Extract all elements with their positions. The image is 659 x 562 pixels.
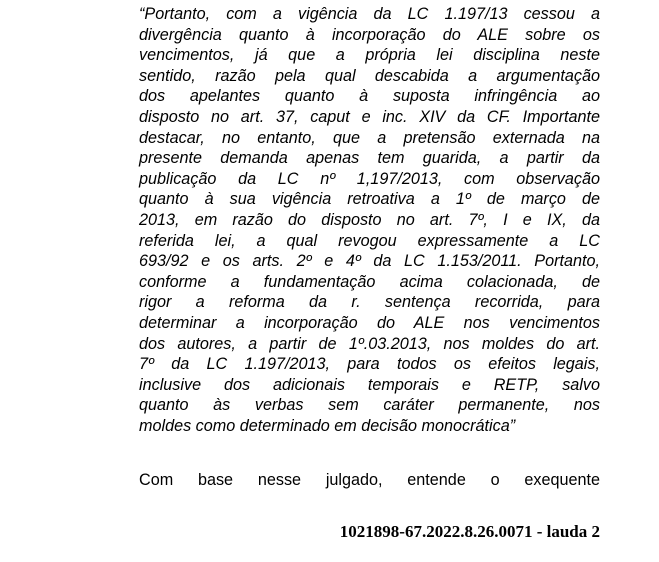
quote-line: inclusive dos adicionais temporais e RETP, salvo — [139, 375, 600, 394]
quote-line: dos apelantes quanto à suposta infringência ao — [139, 87, 600, 106]
quote-line: “Portanto, com a vigência da LC 1.197/13 cessou a — [139, 5, 600, 23]
quote-line: presente demanda apenas tem guarida, a partir da — [139, 149, 600, 168]
quote-line: referida lei, a qual revogou expressamente a LC — [139, 231, 600, 250]
body-paragraph: Com base nesse julgado, entende o exequente — [139, 471, 600, 489]
quote-line: dos autores, a partir de 1º.03.2013, nos moldes do art. — [139, 334, 600, 353]
quote-line: conforme a fundamentação acima colacionada, de — [139, 272, 600, 291]
quote-line: 2013, em razão do disposto no art. 7º, I e IX, da — [139, 210, 600, 229]
quote-line: rigor a reforma da r. sentença recorrida, para — [139, 293, 600, 312]
quote-line: publicação da LC nº 1,197/2013, com observação — [139, 169, 600, 188]
quote-line: sentido, razão pela qual descabida a argumentação — [139, 66, 600, 85]
quote-line: 7º da LC 1.197/2013, para todos os efeitos legais, — [139, 355, 600, 374]
quote-line: divergência quanto à incorporação do ALE sobre os — [139, 25, 600, 44]
page-footer-case-number: 1021898-67.2022.8.26.0071 - lauda 2 — [339, 522, 600, 541]
quote-line: moldes como determinado em decisão monocrática” — [139, 416, 516, 435]
quote-line: quanto às verbas sem caráter permanente, nos — [139, 396, 600, 415]
quote-line: determinar a incorporação do ALE nos vencimentos — [139, 313, 600, 332]
block-quote — [139, 4, 600, 436]
quote-line: vencimentos, já que a própria lei disciplina neste — [139, 46, 600, 65]
quote-line: quanto à sua vigência retroativa a 1º de março de — [139, 190, 600, 209]
quote-line: destacar, no entanto, que a pretensão externada na — [139, 128, 600, 147]
quote-line: 693/92 e os arts. 2º e 4º da LC 1.153/2011. Portanto, — [139, 252, 600, 271]
quote-line: disposto no art. 37, caput e inc. XIV da CF. Importante — [139, 107, 600, 126]
